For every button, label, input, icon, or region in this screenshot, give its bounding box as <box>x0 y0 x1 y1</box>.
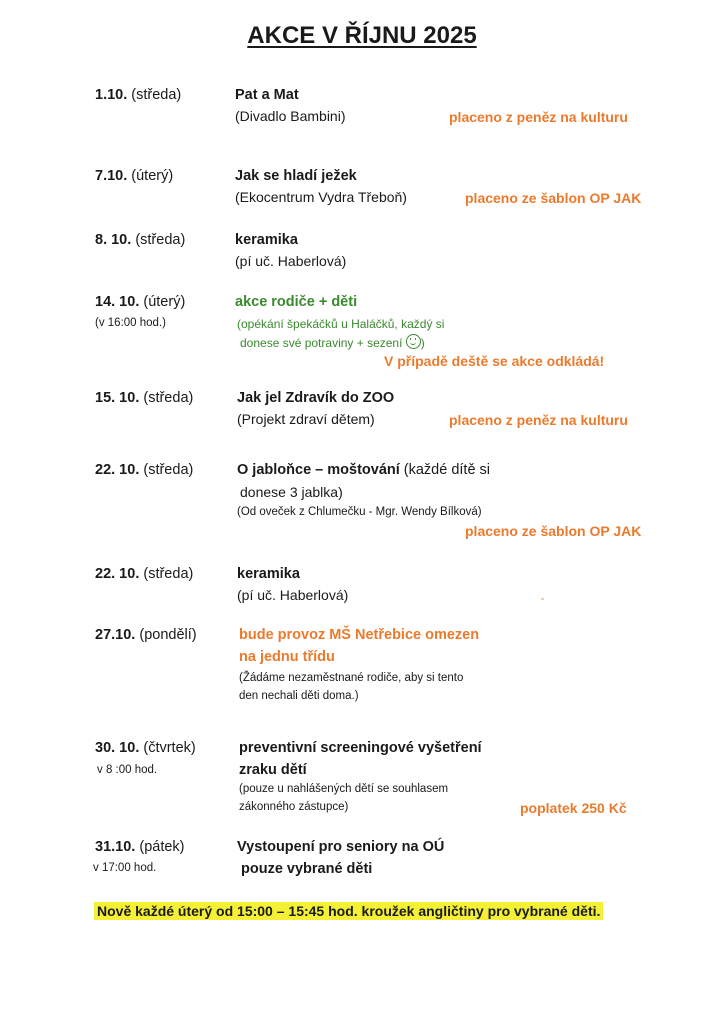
event-time: (v 16:00 hod.) <box>95 317 166 329</box>
event-name: Vystoupení pro seniory na OÚ <box>237 839 445 855</box>
event-name: akce rodiče + děti <box>235 294 358 310</box>
page-title: AKCE V ŘÍJNU 2025 <box>247 22 477 49</box>
event-date: 22. 10. (středa) <box>95 462 194 478</box>
event-name-cont: zraku dětí <box>239 762 307 778</box>
event-date: 27.10. (pondělí) <box>95 627 197 643</box>
event-description: zákonného zástupce) <box>239 801 349 813</box>
event-description: (opékání špekáčků u Haláčků, každý si <box>237 317 445 331</box>
event-date: 22. 10. (středa) <box>95 566 194 582</box>
event-name: Pat a Mat <box>235 87 299 103</box>
event-description: donese 3 jablka) <box>240 484 343 500</box>
funding-note: placeno z peněz na kulturu <box>449 109 628 125</box>
event-name: keramika <box>235 232 298 248</box>
event-organizer: (pí uč. Haberlová) <box>237 587 349 603</box>
funding-note: placeno ze šablon OP JAK <box>465 523 642 539</box>
event-name: keramika <box>237 566 300 582</box>
event-date: 8. 10. (středa) <box>95 232 186 248</box>
weather-note: V případě deště se akce odkládá! <box>384 353 605 369</box>
event-date: 15. 10. (středa) <box>95 390 194 406</box>
event-name: bude provoz MŠ Netřebice omezen <box>239 627 480 643</box>
event-organizer: (Projekt zdraví dětem) <box>237 411 375 427</box>
scan-speck <box>541 598 544 600</box>
fee-note: poplatek 250 Kč <box>520 800 627 816</box>
event-time: v 8 :00 hod. <box>97 764 158 776</box>
event-date: 14. 10. (úterý) <box>95 294 186 310</box>
event-date: 1.10. (středa) <box>95 87 182 103</box>
event-name: Jak se hladí ježek <box>235 168 357 184</box>
event-organizer: (Ekocentrum Vydra Třeboň) <box>235 189 407 205</box>
event-description: den nechali děti doma.) <box>239 690 359 702</box>
funding-note: placeno z peněz na kulturu <box>449 412 628 428</box>
event-time: v 17:00 hod. <box>93 862 157 874</box>
event-date: 7.10. (úterý) <box>95 168 174 184</box>
smiley-icon <box>406 334 421 349</box>
event-name: O jabloňce – moštování (každé dítě si <box>237 462 491 478</box>
event-name-cont: na jednu třídu <box>239 649 335 665</box>
event-date: 30. 10. (čtvrtek) <box>95 740 196 756</box>
event-description: (pouze u nahlášených dětí se souhlasem <box>239 783 449 795</box>
funding-note: placeno ze šablon OP JAK <box>465 190 642 206</box>
event-name: Jak jel Zdravík do ZOO <box>237 390 395 406</box>
event-description: donese své potraviny + sezení ) <box>240 336 425 350</box>
event-organizer: (pí uč. Haberlová) <box>235 253 347 269</box>
event-organizer: (Od oveček z Chlumečku - Mgr. Wendy Bílková) <box>237 506 482 518</box>
event-description: (Žádáme nezaměstnané rodiče, aby si tento <box>239 672 464 684</box>
event-organizer: (Divadlo Bambini) <box>235 108 346 124</box>
event-date: 31.10. (pátek) <box>95 839 185 855</box>
event-name-cont: pouze vybrané děti <box>241 861 373 877</box>
event-name: preventivní screeningové vyšetření <box>239 740 482 756</box>
english-club-note: Nově každé úterý od 15:00 – 15:45 hod. kroužek angličtiny pro vybrané děti. <box>94 902 603 920</box>
